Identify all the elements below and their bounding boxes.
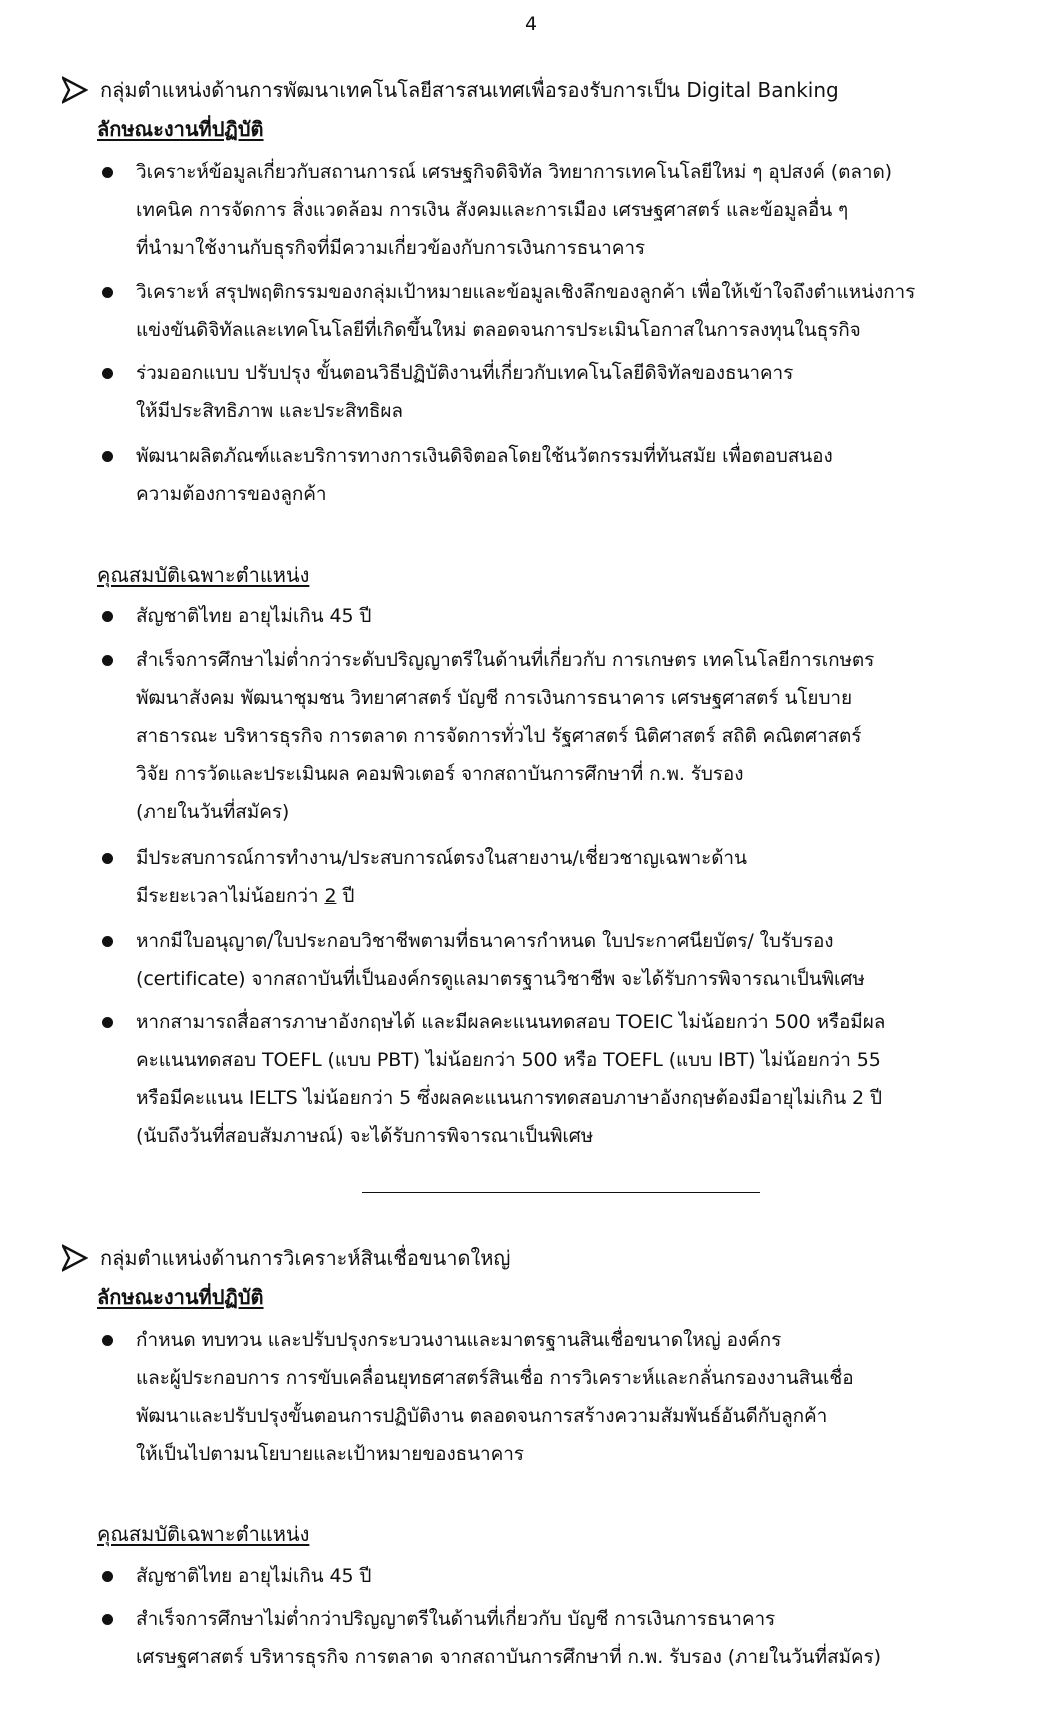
bullet-dot-icon — [102, 167, 113, 178]
text-line: หากมีใบอนุญาต/ใบประกอบวิชาชีพตามที่ธนาคารกำหนด ใบประกาศนียบัตร/ ใบรับรอง — [136, 930, 834, 952]
text-line: วิเคราะห์ข้อมูลเกี่ยวกับสถานการณ์ เศรษฐกิจดิจิทัล วิทยาการเทคโนโลยีใหม่ ๆ อุปสงค์ (ตลาด) — [136, 161, 892, 183]
text-line: เศรษฐศาสตร์ บริหารธุรกิจ การตลาด จากสถาบันการศึกษาที่ ก.พ. รับรอง (ภายในวันที่สมัคร) — [136, 1646, 881, 1668]
duties-heading: ลักษณะงานที่ปฏิบัติ — [97, 1285, 264, 1309]
bullet-dot-icon — [102, 1571, 113, 1582]
text-line: (นับถึงวันที่สอบสัมภาษณ์) จะได้รับการพิจารณาเป็นพิเศษ — [136, 1125, 594, 1147]
text-line: สัญชาติไทย อายุไม่เกิน 45 ปี — [136, 605, 372, 627]
bullet-dot-icon — [102, 1017, 113, 1028]
text-line: ความต้องการของลูกค้า — [136, 483, 327, 505]
bullet-dot-icon — [102, 287, 113, 298]
experience-suffix: ปี — [336, 885, 355, 907]
bullet-dot-icon — [102, 1335, 113, 1346]
text-line: สำเร็จการศึกษาไม่ต่ำกว่าระดับปริญญาตรีในด้านที่เกี่ยวกับ การเกษตร เทคโนโลยีการเกษตร — [136, 649, 875, 671]
text-line: พัฒนาและปรับปรุงขั้นตอนการปฏิบัติงาน ตลอดจนการสร้างความสัมพันธ์อันดีกับลูกค้า — [136, 1405, 828, 1427]
bullet-dot-icon — [102, 451, 113, 462]
bullet-dot-icon — [102, 611, 113, 622]
qualifications-heading: คุณสมบัติเฉพาะตำแหน่ง — [97, 563, 310, 587]
qualifications-heading: คุณสมบัติเฉพาะตำแหน่ง — [97, 1522, 310, 1546]
text-line: พัฒนาสังคม พัฒนาชุมชน วิทยาศาสตร์ บัญชี การเงินการธนาคาร เศรษฐศาสตร์ นโยบาย — [136, 687, 853, 709]
text-line: เทคนิค การจัดการ สิ่งแวดล้อม การเงิน สังคมและการเมือง เศรษฐศาสตร์ และข้อมูลอื่น ๆ — [136, 199, 849, 221]
text-line: ร่วมออกแบบ ปรับปรุง ขั้นตอนวิธีปฏิบัติงานที่เกี่ยวกับเทคโนโลยีดิจิทัลของธนาคาร — [136, 362, 794, 384]
text-line: มีประสบการณ์การทำงาน/ประสบการณ์ตรงในสายงาน/เชี่ยวชาญเฉพาะด้าน — [136, 847, 747, 869]
duties-heading: ลักษณะงานที่ปฏิบัติ — [97, 117, 264, 141]
section-title: กลุ่มตำแหน่งด้านการวิเคราะห์สินเชื่อขนาดใหญ่ — [100, 1246, 511, 1270]
bullet-dot-icon — [102, 853, 113, 864]
bullet-dot-icon — [102, 1614, 113, 1625]
arrow-bullet-icon — [60, 72, 100, 108]
section-title: กลุ่มตำแหน่งด้านการพัฒนาเทคโนโลยีสารสนเทศเพื่อรองรับการเป็น Digital Banking — [100, 78, 839, 102]
page-number: 4 — [524, 13, 538, 35]
text-line: กำหนด ทบทวน และปรับปรุงกระบวนงานและมาตรฐานสินเชื่อขนาดใหญ่ องค์กร — [136, 1329, 782, 1351]
text-line: และผู้ประกอบการ การขับเคลื่อนยุทธศาสตร์สินเชื่อ การวิเคราะห์และกลั่นกรองงานสินเชื่อ — [136, 1367, 854, 1389]
text-line: คะแนนทดสอบ TOEFL (แบบ PBT) ไม่น้อยกว่า 500 หรือ TOEFL (แบบ IBT) ไม่น้อยกว่า 55 — [136, 1049, 881, 1071]
text-line: ให้มีประสิทธิภาพ และประสิทธิผล — [136, 400, 403, 422]
bullet-dot-icon — [102, 368, 113, 379]
text-line: สัญชาติไทย อายุไม่เกิน 45 ปี — [136, 1565, 372, 1587]
section-title-row — [60, 1240, 510, 1276]
experience-line — [136, 877, 1056, 915]
section-divider — [362, 1192, 760, 1193]
experience-years: 2 — [324, 885, 337, 907]
text-line: หากสามารถสื่อสารภาษาอังกฤษได้ และมีผลคะแนนทดสอบ TOEIC ไม่น้อยกว่า 500 หรือมีผล — [136, 1011, 886, 1033]
text-line: วิจัย การวัดและประเมินผล คอมพิวเตอร์ จากสถาบันการศึกษาที่ ก.พ. รับรอง — [136, 763, 744, 785]
text-line: วิเคราะห์ สรุปพฤติกรรมของกลุ่มเป้าหมายและข้อมูลเชิงลึกของลูกค้า เพื่อให้เข้าใจถึงตำแหน่งการ — [136, 281, 916, 303]
text-line: สาธารณะ บริหารธุรกิจ การตลาด การจัดการทั่วไป รัฐศาสตร์ นิติศาสตร์ สถิติ คณิตศาสตร์ — [136, 725, 862, 747]
section-title-row — [60, 72, 839, 108]
bullet-dot-icon — [102, 655, 113, 666]
text-line: แข่งขันดิจิทัลและเทคโนโลยีที่เกิดขึ้นใหม่ ตลอดจนการประเมินโอกาสในการลงทุนในธุรกิจ — [136, 319, 861, 341]
text-line: หรือมีคะแนน IELTS ไม่น้อยกว่า 5 ซึ่งผลคะแนนการทดสอบภาษาอังกฤษต้องมีอายุไม่เกิน 2 ปี — [136, 1087, 882, 1109]
text-line: ที่นำมาใช้งานกับธุรกิจที่มีความเกี่ยวข้องกับการเงินการธนาคาร — [136, 237, 646, 259]
text-line: (ภายในวันที่สมัคร) — [136, 801, 290, 823]
experience-prefix: มีระยะเวลาไม่น้อยกว่า — [136, 885, 325, 907]
text-line: พัฒนาผลิตภัณฑ์และบริการทางการเงินดิจิตอลโดยใช้นวัตกรรมที่ทันสมัย เพื่อตอบสนอง — [136, 445, 833, 467]
text-line: ให้เป็นไปตามนโยบายและเป้าหมายของธนาคาร — [136, 1443, 524, 1465]
bullet-dot-icon — [102, 936, 113, 947]
text-line: สำเร็จการศึกษาไม่ต่ำกว่าปริญญาตรีในด้านที่เกี่ยวกับ บัญชี การเงินการธนาคาร — [136, 1608, 776, 1630]
text-line: (certificate) จากสถาบันที่เป็นองค์กรดูแลมาตรฐานวิชาชีพ จะได้รับการพิจารณาเป็นพิเศษ — [136, 968, 865, 990]
arrow-bullet-icon — [60, 1240, 100, 1276]
